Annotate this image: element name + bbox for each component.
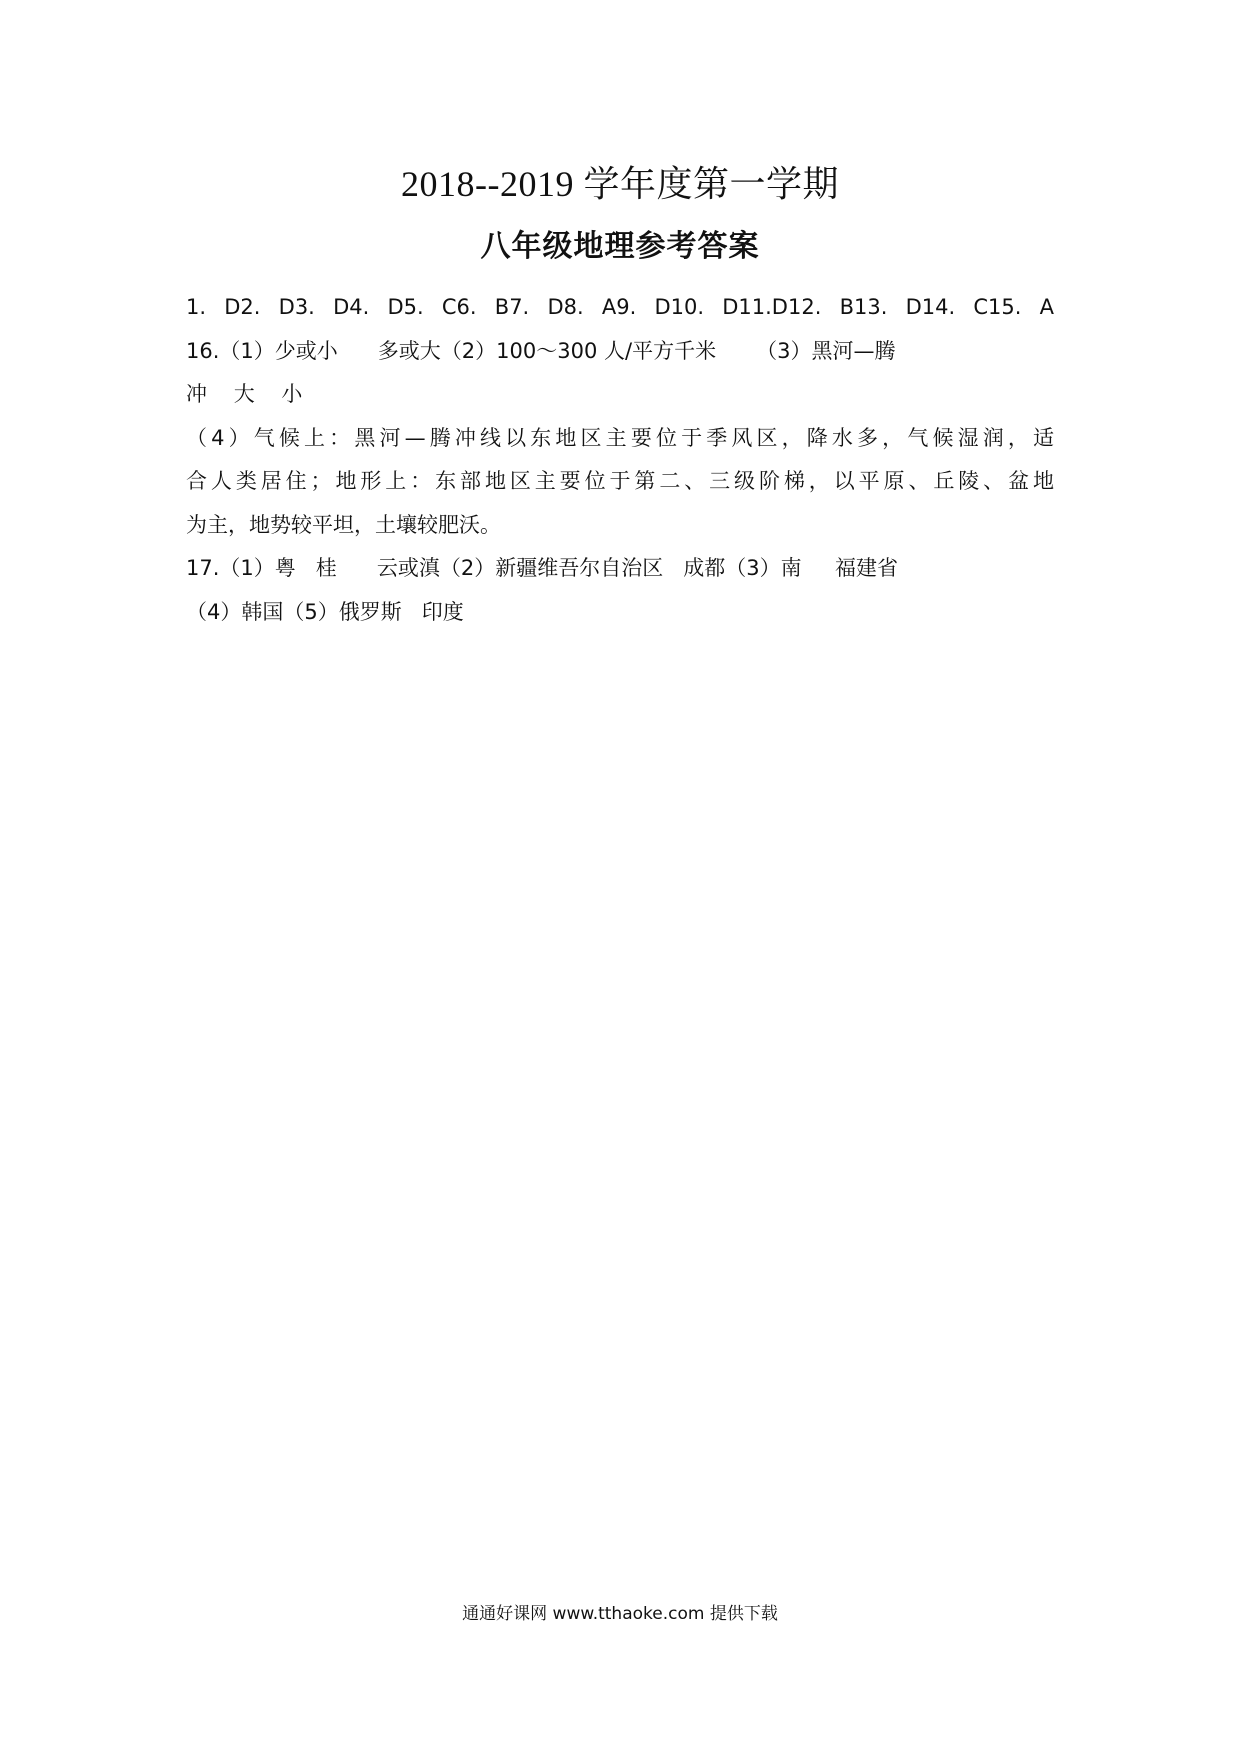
answer-line-choices: 1. D2. D3. D4. D5. C6. B7. D8. A9. D10. D11.D12. B13. D14. C15. A xyxy=(186,295,1054,319)
page-footer: 通通好课网 www.tthaoke.com 提供下载 xyxy=(462,1604,778,1624)
answer-line-16-part1: 16.（1）少或小 多或大（2）100～300 人/平方千米 （3）黑河—腾 xyxy=(186,338,896,363)
answer-line-16-part2: 冲 大 小 xyxy=(186,382,303,406)
answer-line-17-part2: （4）韩国（5）俄罗斯 印度 xyxy=(186,599,464,624)
document-subtitle: 八年级地理参考答案 xyxy=(480,229,760,264)
answer-line-16-part5: 为主，地势较平坦，土壤较肥沃。 xyxy=(186,512,501,537)
document-title: 2018--2019 学年度第一学期 xyxy=(401,164,839,204)
answer-body xyxy=(186,286,1054,634)
answer-line-16-part3: （4）气候上：黑河—腾冲线以东地区主要位于季风区，降水多，气候湿润，适 xyxy=(186,425,1054,450)
answer-line-17-part1: 17.（1）粤 桂 云或滇（2）新疆维吾尔自治区 成都（3）南 福建省 xyxy=(186,556,898,580)
answer-line-16-part4: 合人类居住；地形上：东部地区主要位于第二、三级阶梯，以平原、丘陵、盆地 xyxy=(186,469,1054,493)
